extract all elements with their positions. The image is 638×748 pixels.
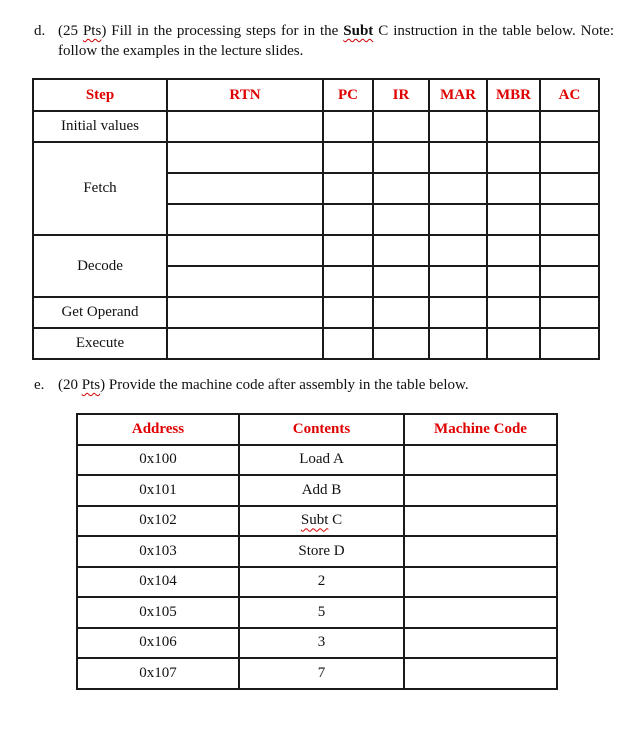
contents-cell: 3 bbox=[239, 628, 404, 659]
table-row bbox=[77, 628, 557, 659]
step-row-initial bbox=[33, 111, 599, 142]
cell-ac[interactable] bbox=[540, 142, 599, 173]
contents-cell: Load A bbox=[239, 445, 404, 476]
address-cell: 0x104 bbox=[77, 567, 239, 598]
question-e bbox=[34, 375, 614, 397]
machine-code-cell[interactable] bbox=[404, 475, 557, 506]
header-rtn: RTN bbox=[167, 79, 323, 111]
machine-code-table bbox=[76, 413, 558, 690]
cell-ac[interactable] bbox=[540, 235, 599, 266]
cell-ir[interactable] bbox=[373, 297, 429, 328]
header-pc: PC bbox=[323, 79, 373, 111]
table-row bbox=[77, 567, 557, 598]
cell-mar[interactable] bbox=[429, 266, 487, 297]
cell-ir[interactable] bbox=[373, 204, 429, 235]
machine-code-cell[interactable] bbox=[404, 567, 557, 598]
step-label-initial: Initial values bbox=[33, 111, 167, 142]
instruction-word: Subt bbox=[300, 512, 329, 529]
contents-cell: 7 bbox=[239, 658, 404, 689]
header-mar: MAR bbox=[429, 79, 487, 111]
address-cell: 0x103 bbox=[77, 536, 239, 567]
table-row bbox=[77, 475, 557, 506]
cell-mar[interactable] bbox=[429, 173, 487, 204]
header-ac: AC bbox=[540, 79, 599, 111]
step-row-execute bbox=[33, 328, 599, 359]
cell-mar[interactable] bbox=[429, 204, 487, 235]
contents-cell: 5 bbox=[239, 597, 404, 628]
cell-pc[interactable] bbox=[323, 235, 373, 266]
address-cell: 0x105 bbox=[77, 597, 239, 628]
cell-mar[interactable] bbox=[429, 328, 487, 359]
code-header-row bbox=[77, 414, 557, 445]
cell-mbr[interactable] bbox=[487, 142, 540, 173]
address-cell: 0x100 bbox=[77, 445, 239, 476]
step-label-decode: Decode bbox=[33, 235, 167, 297]
cell-pc[interactable] bbox=[323, 328, 373, 359]
steps-header-row bbox=[33, 79, 599, 111]
cell-rtn[interactable] bbox=[167, 204, 323, 235]
machine-code-cell[interactable] bbox=[404, 445, 557, 476]
cell-ir[interactable] bbox=[373, 235, 429, 266]
cell-ir[interactable] bbox=[373, 266, 429, 297]
cell-ac[interactable] bbox=[540, 297, 599, 328]
question-e-text: (20 Pts) Provide the machine code after assembly in the table below. bbox=[58, 377, 469, 393]
cell-ir[interactable] bbox=[373, 142, 429, 173]
contents-cell: 2 bbox=[239, 567, 404, 598]
header-step: Step bbox=[33, 79, 167, 111]
instruction-word: Subt bbox=[343, 23, 374, 39]
table-row bbox=[77, 445, 557, 476]
points-word: Pts bbox=[82, 23, 102, 39]
cell-mbr[interactable] bbox=[487, 235, 540, 266]
cell-mbr[interactable] bbox=[487, 297, 540, 328]
cell-ir[interactable] bbox=[373, 328, 429, 359]
table-row bbox=[77, 536, 557, 567]
cell-ac[interactable] bbox=[540, 111, 599, 142]
question-e-marker: e. bbox=[34, 377, 45, 393]
cell-ac[interactable] bbox=[540, 266, 599, 297]
contents-cell: Store D bbox=[239, 536, 404, 567]
step-label-fetch: Fetch bbox=[33, 142, 167, 235]
cell-pc[interactable] bbox=[323, 111, 373, 142]
points-word: Pts bbox=[81, 377, 101, 393]
question-d-marker: d. bbox=[34, 23, 46, 39]
cell-ac[interactable] bbox=[540, 328, 599, 359]
cell-mbr[interactable] bbox=[487, 173, 540, 204]
cell-mar[interactable] bbox=[429, 111, 487, 142]
machine-code-cell[interactable] bbox=[404, 506, 557, 537]
cell-rtn[interactable] bbox=[167, 235, 323, 266]
machine-code-cell[interactable] bbox=[404, 628, 557, 659]
cell-ir[interactable] bbox=[373, 111, 429, 142]
address-cell: 0x102 bbox=[77, 506, 239, 537]
cell-rtn[interactable] bbox=[167, 111, 323, 142]
cell-rtn[interactable] bbox=[167, 266, 323, 297]
step-row-get-operand bbox=[33, 297, 599, 328]
cell-mar[interactable] bbox=[429, 235, 487, 266]
table-row bbox=[77, 658, 557, 689]
contents-cell: Add B bbox=[239, 475, 404, 506]
cell-pc[interactable] bbox=[323, 266, 373, 297]
header-ir: IR bbox=[373, 79, 429, 111]
address-cell: 0x101 bbox=[77, 475, 239, 506]
header-contents: Contents bbox=[239, 414, 404, 445]
question-d bbox=[34, 21, 614, 65]
cell-rtn[interactable] bbox=[167, 297, 323, 328]
cell-rtn[interactable] bbox=[167, 328, 323, 359]
cell-mbr[interactable] bbox=[487, 328, 540, 359]
cell-mar[interactable] bbox=[429, 142, 487, 173]
step-label-get-operand: Get Operand bbox=[33, 297, 167, 328]
step-label-execute: Execute bbox=[33, 328, 167, 359]
cell-pc[interactable] bbox=[323, 204, 373, 235]
machine-code-cell[interactable] bbox=[404, 536, 557, 567]
address-cell: 0x107 bbox=[77, 658, 239, 689]
header-machine-code: Machine Code bbox=[404, 414, 557, 445]
question-d-text: (25 Pts) Fill in the processing steps for in the Subt C instruction in the table below. Note: follow the examples in the lecture slides. bbox=[58, 23, 614, 59]
cell-ir[interactable] bbox=[373, 173, 429, 204]
table-row bbox=[77, 506, 557, 537]
table-row bbox=[77, 597, 557, 628]
address-cell: 0x106 bbox=[77, 628, 239, 659]
cell-pc[interactable] bbox=[323, 297, 373, 328]
header-mbr: MBR bbox=[487, 79, 540, 111]
cell-mbr[interactable] bbox=[487, 204, 540, 235]
machine-code-cell[interactable] bbox=[404, 597, 557, 628]
cell-pc[interactable] bbox=[323, 142, 373, 173]
cell-mbr[interactable] bbox=[487, 111, 540, 142]
cell-ac[interactable] bbox=[540, 204, 599, 235]
machine-code-cell[interactable] bbox=[404, 658, 557, 689]
contents-cell: Subt C bbox=[239, 506, 404, 537]
header-address: Address bbox=[77, 414, 239, 445]
cell-pc[interactable] bbox=[323, 173, 373, 204]
processing-steps-table bbox=[32, 78, 600, 360]
cell-mar[interactable] bbox=[429, 297, 487, 328]
step-row-fetch-1 bbox=[33, 142, 599, 173]
cell-rtn[interactable] bbox=[167, 142, 323, 173]
step-row-decode-1 bbox=[33, 235, 599, 266]
cell-ac[interactable] bbox=[540, 173, 599, 204]
cell-rtn[interactable] bbox=[167, 173, 323, 204]
cell-mbr[interactable] bbox=[487, 266, 540, 297]
